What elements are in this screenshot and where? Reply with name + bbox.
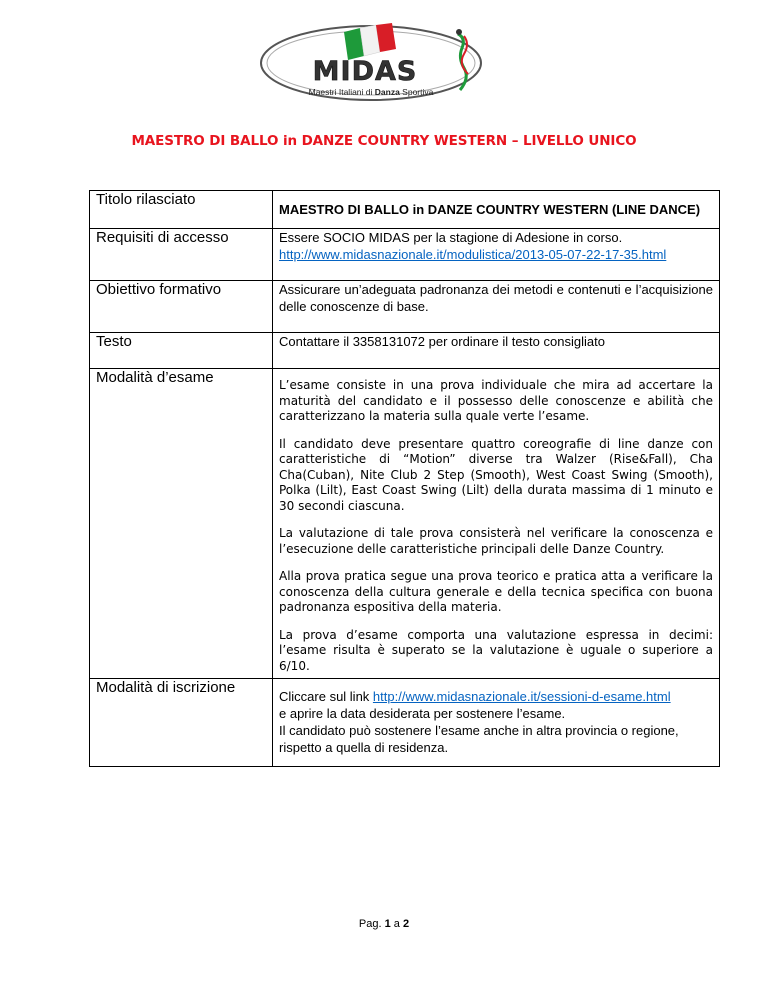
enrollment-link[interactable]: http://www.midasnazionale.it/sessioni-d-esame.html [372, 689, 671, 704]
exam-paragraph: La prova d’esame comporta una valutazione espressa in decimi: l’esame risulta è superato se la valutazione è uguale o superiore a 6/10. [279, 627, 713, 673]
exam-paragraph: Alla prova pratica segue una prova teorico e pratica atta a verificare la conoscenza della cultura generale e della tecnica specifica con buona padronanza espositiva della materia. [279, 569, 713, 614]
row-value [273, 679, 720, 767]
row-value [273, 369, 720, 679]
text-value: Contattare il 3358131072 per ordinare il testo consigliato [273, 333, 720, 369]
document-title: MAESTRO DI BALLO in DANZE COUNTRY WESTERN – LIVELLO UNICO [131, 133, 637, 149]
midas-logo-graphic [252, 22, 490, 104]
exam-paragraph: Il candidato deve presentare quattro coreografie di line danze con caratteristiche di “Motion” diverse tra Walzer (Rise&Fall), Cha Cha(Cuban), Nite Club 2 Step (Smooth), West Coast Swing (Smooth), Polka (Lilt), East Coast Swing (Lilt) della durata massima di 1 minuto e 30 secondi ciascuna. [279, 436, 713, 513]
logo-brand-text: MIDAS [312, 56, 418, 87]
table-row-obiettivo [90, 281, 720, 333]
logo-tagline: Maestri Italiani di Danza Sportiva [308, 87, 434, 97]
table-row-iscrizione [90, 679, 720, 767]
table-row-requisiti [90, 229, 720, 281]
requirement-link[interactable]: http://www.midasnazionale.it/modulistica/2013-05-07-22-17-35.html [279, 247, 667, 262]
midas-logo [252, 22, 490, 104]
objective-value: Assicurare un’adeguata padronanza dei metodi e contenuti e l’acquisizione delle conoscenze di base. [273, 281, 720, 333]
enrollment-line-1: Cliccare sul link http://www.midasnazionale.it/sessioni-d-esame.html [279, 689, 671, 704]
table-row-esame [90, 369, 720, 679]
course-info-table [89, 190, 720, 767]
table-row-titolo [90, 191, 720, 229]
exam-paragraph: La valutazione di tale prova consisterà nel verificare la conoscenza e l’esecuzione delle caratteristiche principali delle Danze Country. [279, 526, 713, 556]
table-row-testo [90, 333, 720, 369]
exam-paragraph: L’esame consiste in una prova individuale che mira ad accertare la maturità del candidato e il possesso delle conoscenze e abilità che caratterizzano la materia sulla quale verte l’esame. [279, 378, 713, 423]
enrollment-line-3: Il candidato può sostenere l’esame anche in altra provincia o regione, rispetto a quella di residenza. [279, 723, 679, 755]
page-number: Pag. 1 a 2 [358, 918, 410, 930]
row-label: Modalità d’esame [90, 369, 273, 679]
enrollment-line-2: e aprire la data desiderata per sostenere l’esame. [279, 706, 566, 721]
title-issued-value: MAESTRO DI BALLO in DANZE COUNTRY WESTERN (LINE DANCE) [279, 202, 701, 217]
row-label: Titolo rilasciato [90, 191, 273, 229]
requirement-text: Essere SOCIO MIDAS per la stagione di Adesione in corso. [279, 230, 623, 245]
row-value [273, 191, 720, 229]
row-label: Modalità di iscrizione [90, 679, 273, 767]
row-label: Testo [90, 333, 273, 369]
row-label: Obiettivo formativo [90, 281, 273, 333]
row-value [273, 229, 720, 281]
row-label: Requisiti di accesso [90, 229, 273, 281]
